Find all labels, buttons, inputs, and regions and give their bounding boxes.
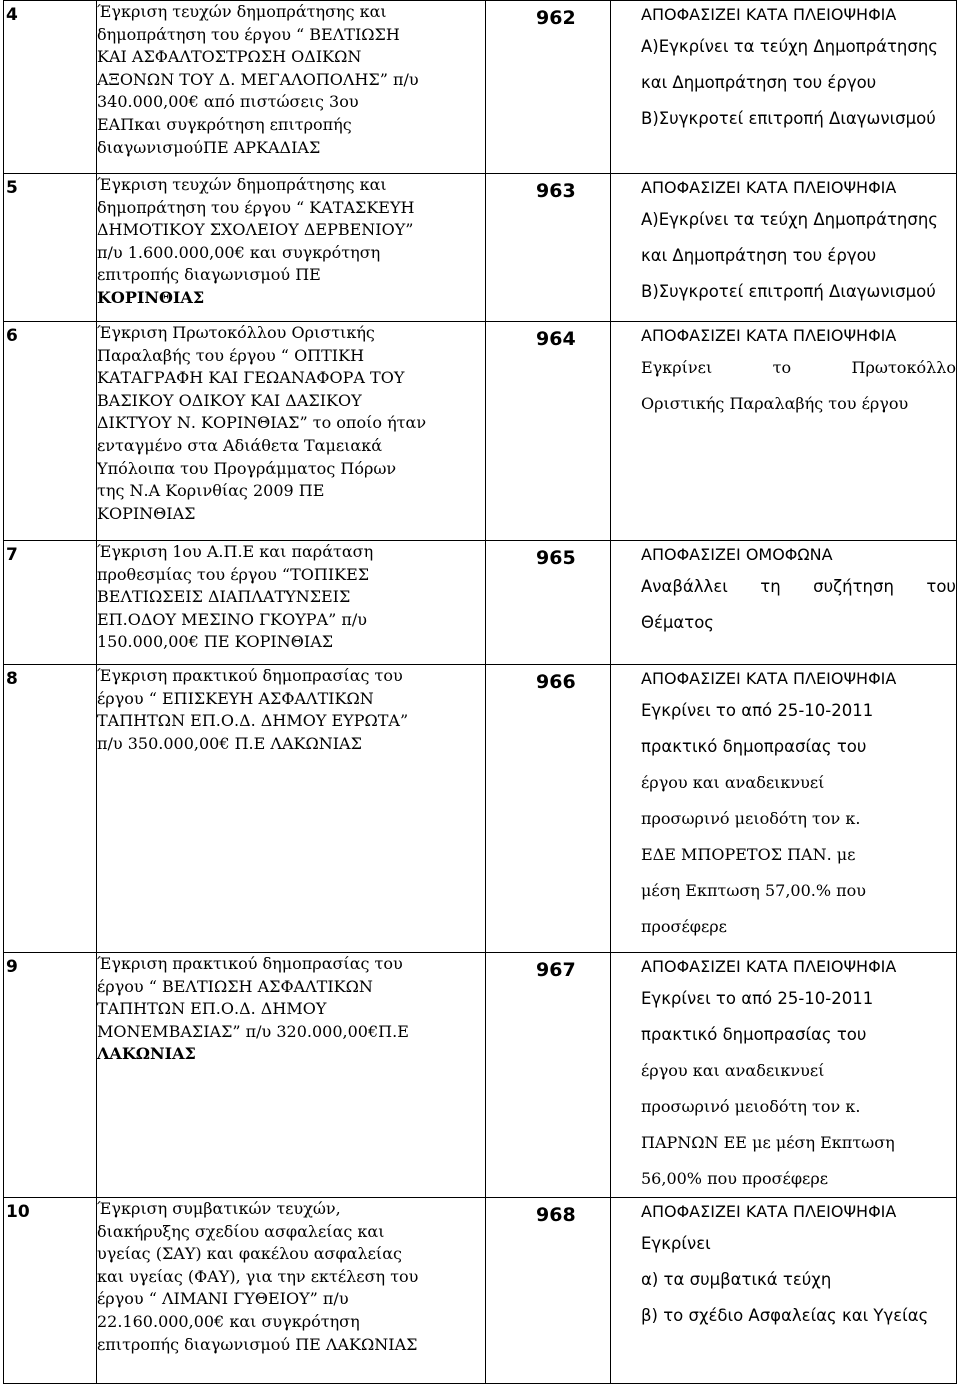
subject-line: 150.000,00€ ΠΕ ΚΟΡΙΝΘΙΑΣ	[97, 632, 334, 652]
subject-line: προθεσμίας του έργου “ΤΟΠΙΚΕΣ	[97, 564, 370, 584]
word: τη	[760, 577, 781, 596]
subject-line: διαγωνισμούΠΕ ΑΡΚΑΔΙΑΣ	[97, 137, 321, 157]
subject-line: Υπόλοιπα του Προγράμματος Πόρων	[97, 458, 397, 478]
subject-cell	[97, 322, 486, 541]
decision-line: Α)Εγκρίνει τα τεύχη Δημοπράτησης	[641, 37, 938, 56]
decision-cell	[611, 665, 957, 953]
subject-line: ΕΑΠκαι συγκρότηση επιτροπής	[97, 114, 352, 134]
decision-line: Θέματος	[641, 613, 714, 632]
subject-line: Έγκριση πρακτικού δημοπρασίας του	[97, 954, 403, 973]
subject-line: π/υ 350.000,00€ Π.Ε ΛΑΚΩΝΙΑΣ	[97, 733, 362, 753]
decision-line: Α)Εγκρίνει τα τεύχη Δημοπράτησης	[641, 210, 938, 229]
item-number-cell	[4, 665, 97, 953]
decision-line: Εγκρίνει το από 25-10-2011	[641, 701, 874, 720]
subject-line: ΕΠ.ΟΔΟΥ ΜΕΣΙΝΟ ΓΚΟΥΡΑ” π/υ	[97, 609, 368, 629]
item-number: 7	[6, 545, 18, 565]
item-number-cell	[4, 1198, 97, 1384]
item-number-cell	[4, 322, 97, 541]
table-row	[4, 174, 957, 322]
subject-line: 22.160.000,00€ και συγκρότηση	[97, 1311, 360, 1331]
decision-number-cell	[486, 953, 611, 1198]
subject-line: Έγκριση τευχών δημοπράτησης και	[97, 2, 387, 21]
subject-line: ΚΑΤΑΓΡΑΦΗ ΚΑΙ ΓΕΩΑΝΑΦΟΡΑ ΤΟΥ	[97, 368, 405, 388]
subject-line: ΒΕΛΤΙΩΣΕΙΣ ΔΙΑΠΛΑΤΥΝΣΕΙΣ	[97, 587, 351, 607]
decision-line: Β)Συγκροτεί επιτροπή Διαγωνισμού	[641, 109, 936, 128]
subject-line: ΒΑΣΙΚΟΥ ΟΔΙΚΟΥ ΚΑΙ ΔΑΣΙΚΟΥ	[97, 390, 362, 410]
item-number: 5	[6, 178, 18, 198]
item-number-cell	[4, 953, 97, 1198]
item-number: 10	[6, 1202, 30, 1222]
subject-line: 340.000,00€ από πιστώσεις 3ου	[97, 92, 359, 112]
subject-line: ΤΑΠΗΤΩΝ ΕΠ.Ο.Δ. ΔΗΜΟΥ ΕΥΡΩΤΑ”	[97, 711, 409, 731]
table-row	[4, 322, 957, 541]
subject-cell	[97, 174, 486, 322]
item-number: 4	[6, 5, 18, 25]
subject-line: υγείας (ΣΑΥ) και φακέλου ασφαλείας	[97, 1244, 402, 1264]
subject-cell	[97, 953, 486, 1198]
subject-line: Έγκριση τευχών δημοπράτησης και	[97, 175, 387, 194]
decision-heading: ΑΠΟΦΑΣΙΖΕΙ ΚΑΤΑ ΠΛΕΙΟΨΗΦΙΑ	[641, 957, 897, 976]
decision-number: 965	[536, 547, 576, 569]
decision-line: μέση Εκπτωση 57,00.% που	[641, 881, 867, 900]
subject-cell	[97, 1198, 486, 1384]
subject-line: ΔΙΚΤΥΟΥ Ν. ΚΟΡΙΝΘΙΑΣ” το οποίο ήταν	[97, 413, 427, 433]
decision-heading: ΑΠΟΦΑΣΙΖΕΙ ΚΑΤΑ ΠΛΕΙΟΨΗΦΙΑ	[641, 1202, 897, 1221]
subject-line: και υγείας (ΦΑΥ), για την εκτέλεση του	[97, 1266, 419, 1286]
table-row	[4, 541, 957, 665]
decision-number-cell	[486, 174, 611, 322]
decision-line: και Δημοπράτηση του έργου	[641, 73, 877, 92]
table-row	[4, 953, 957, 1198]
decision-number: 966	[536, 671, 576, 693]
decision-number-cell	[486, 322, 611, 541]
word: το	[772, 358, 792, 377]
subject-line: π/υ 1.600.000,00€ και συγκρότηση	[97, 242, 381, 262]
subject-line: Έγκριση συμβατικών τευχών,	[97, 1199, 341, 1218]
decision-line: Β)Συγκροτεί επιτροπή Διαγωνισμού	[641, 282, 936, 301]
decision-cell	[611, 1198, 957, 1384]
decision-line: Εγκρίνει το από 25-10-2011	[641, 989, 874, 1008]
subject-line: ΜΟΝΕΜΒΑΣΙΑΣ” π/υ 320.000,00€Π.Ε	[97, 1021, 409, 1041]
item-number-cell	[4, 1, 97, 174]
decision-number: 964	[536, 328, 576, 350]
decision-number-cell	[486, 541, 611, 665]
word: Εγκρίνει	[641, 358, 713, 377]
item-number: 8	[6, 669, 18, 689]
subject-cell	[97, 1, 486, 174]
subject-line: ΚΟΡΙΝΘΙΑΣ	[97, 503, 196, 523]
decision-cell	[611, 322, 957, 541]
decision-cell	[611, 953, 957, 1198]
decision-line: προσωρινό μειοδότη τον κ.	[641, 1097, 861, 1116]
subject-line: δημοπράτηση του έργου “ ΒΕΛΤΙΩΣΗ	[97, 24, 400, 44]
decision-heading: ΑΠΟΦΑΣΙΖΕΙ ΚΑΤΑ ΠΛΕΙΟΨΗΦΙΑ	[641, 5, 897, 24]
minutes-table	[3, 0, 957, 1384]
decision-number-cell	[486, 1198, 611, 1384]
subject-line: ΛΑΚΩΝΙΑΣ	[97, 1044, 196, 1064]
subject-line: ενταγμένο στα Αδιάθετα Ταμειακά	[97, 435, 383, 455]
item-number-cell	[4, 541, 97, 665]
word: του	[926, 577, 956, 596]
subject-line: Έγκριση πρακτικού δημοπρασίας του	[97, 666, 403, 685]
subject-line: διακήρυξης σχεδίου ασφαλείας και	[97, 1221, 385, 1241]
subject-line: επιτροπής διαγωνισμού ΠΕ	[97, 265, 321, 285]
subject-line: Έγκριση 1ου Α.Π.Ε και παράταση	[97, 542, 374, 561]
subject-line: επιτροπής διαγωνισμού ΠΕ ΛΑΚΩΝΙΑΣ	[97, 1334, 418, 1354]
decision-line: β) το σχέδιο Ασφαλείας και Υγείας	[641, 1306, 929, 1325]
decision-heading: ΑΠΟΦΑΣΙΖΕΙ ΟΜΟΦΩΝΑ	[641, 545, 833, 564]
subject-line: έργου “ ΕΠΙΣΚΕΥΗ ΑΣΦΑΛΤΙΚΩΝ	[97, 688, 374, 708]
decision-line: ΠΑΡΝΩΝ ΕΕ με μέση Εκπτωση	[641, 1133, 895, 1152]
word: Αναβάλλει	[641, 577, 728, 596]
subject-line: ΤΑΠΗΤΩΝ ΕΠ.Ο.Δ. ΔΗΜΟΥ	[97, 999, 327, 1019]
decision-cell	[611, 174, 957, 322]
decision-line: προσωρινό μειοδότη τον κ.	[641, 809, 861, 828]
subject-line: Παραλαβής του έργου “ ΟΠΤΙΚΗ	[97, 345, 365, 365]
decision-number: 962	[536, 7, 576, 29]
decision-line: πρακτικό δημοπρασίας του	[641, 737, 867, 756]
table-row	[4, 665, 957, 953]
decision-line	[611, 569, 956, 605]
word: συζήτηση	[813, 577, 894, 596]
decision-line: προσέφερε	[641, 917, 727, 936]
subject-line: έργου “ ΛΙΜΑΝΙ ΓΥΘΕΙΟΥ” π/υ	[97, 1289, 349, 1309]
decision-line: έργου και αναδεικνυεί	[641, 773, 825, 792]
decision-number: 967	[536, 959, 576, 981]
decision-line: και Δημοπράτηση του έργου	[641, 246, 877, 265]
decision-line: έργου και αναδεικνυεί	[641, 1061, 825, 1080]
decision-heading: ΑΠΟΦΑΣΙΖΕΙ ΚΑΤΑ ΠΛΕΙΟΨΗΦΙΑ	[641, 669, 897, 688]
subject-cell	[97, 665, 486, 953]
decision-line	[611, 350, 956, 386]
decision-number: 968	[536, 1204, 576, 1226]
decision-line: α) τα συμβατικά τεύχη	[641, 1270, 832, 1289]
decision-number-cell	[486, 665, 611, 953]
decision-heading: ΑΠΟΦΑΣΙΖΕΙ ΚΑΤΑ ΠΛΕΙΟΨΗΦΙΑ	[641, 178, 897, 197]
subject-line: δημοπράτηση του έργου “ ΚΑΤΑΣΚΕΥΗ	[97, 197, 415, 217]
table-row	[4, 1198, 957, 1384]
table-row	[4, 1, 957, 174]
decision-line: πρακτικό δημοπρασίας του	[641, 1025, 867, 1044]
item-number-cell	[4, 174, 97, 322]
decision-line: ΕΔΕ ΜΠΟΡΕΤΟΣ ΠΑΝ. με	[641, 845, 856, 864]
decision-number-cell	[486, 1, 611, 174]
subject-line: ΑΞΟΝΩΝ ΤΟΥ Δ. ΜΕΓΑΛΟΠΟΛΗΣ” π/υ	[97, 69, 419, 89]
decision-line: Οριστικής Παραλαβής του έργου	[641, 394, 909, 413]
decision-line: 56,00% που προσέφερε	[641, 1169, 829, 1188]
item-number: 6	[6, 326, 18, 346]
decision-line: Εγκρίνει	[641, 1234, 711, 1253]
subject-line: ΔΗΜΟΤΙΚΟΥ ΣΧΟΛΕΙΟΥ ΔΕΡΒΕΝΙΟΥ”	[97, 220, 414, 240]
subject-line: ΚΑΙ ΑΣΦΑΛΤΟΣΤΡΩΣΗ ΟΔΙΚΩΝ	[97, 47, 362, 67]
subject-cell	[97, 541, 486, 665]
item-number: 9	[6, 957, 18, 977]
subject-line: ΚΟΡΙΝΘΙΑΣ	[97, 287, 205, 307]
decision-cell	[611, 1, 957, 174]
subject-line: της Ν.Α Κορινθίας 2009 ΠΕ	[97, 481, 325, 501]
subject-line: Έγκριση Πρωτοκόλλου Οριστικής	[97, 323, 375, 342]
decision-cell	[611, 541, 957, 665]
word: Πρωτοκόλλο	[851, 358, 956, 377]
decision-heading: ΑΠΟΦΑΣΙΖΕΙ ΚΑΤΑ ΠΛΕΙΟΨΗΦΙΑ	[641, 326, 897, 345]
subject-line: έργου “ ΒΕΛΤΙΩΣΗ ΑΣΦΑΛΤΙΚΩΝ	[97, 976, 373, 996]
decision-number: 963	[536, 180, 576, 202]
